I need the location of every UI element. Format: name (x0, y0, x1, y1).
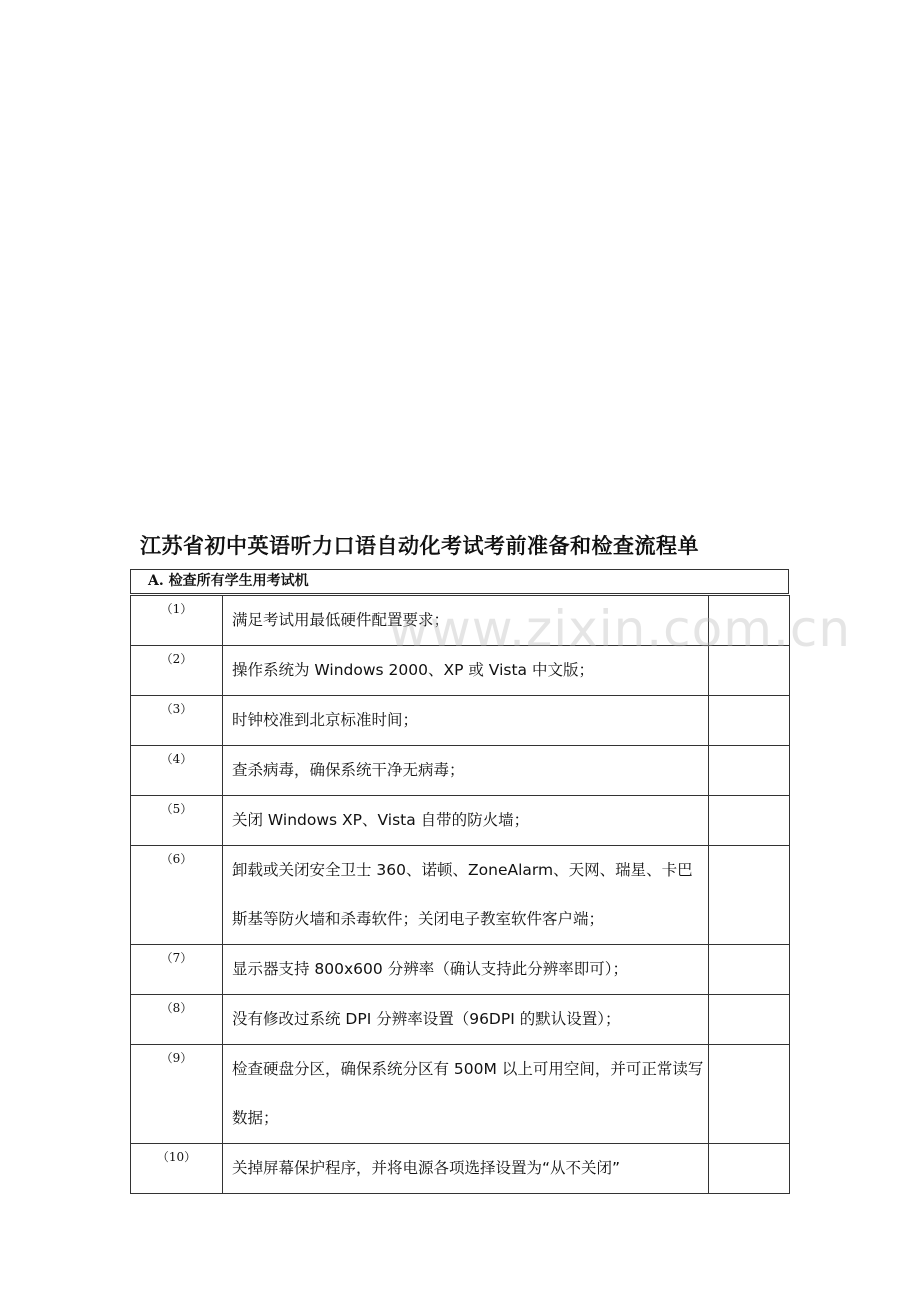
item-text: 满足考试用最低硬件配置要求； (223, 596, 709, 646)
check-cell[interactable] (709, 945, 790, 995)
check-cell[interactable] (709, 846, 790, 945)
table-row (131, 796, 790, 846)
table-row (131, 596, 790, 646)
item-text: 时钟校准到北京标准时间； (223, 696, 709, 746)
table-row (131, 696, 790, 746)
item-text: 关闭 Windows XP、Vista 自带的防火墙； (223, 796, 709, 846)
checklist-table (130, 595, 790, 1194)
item-text: 卸载或关闭安全卫士 360、诺顿、ZoneAlarm、天网、瑞星、卡巴斯基等防火墙和杀毒软件；关闭电子教室软件客户端； (223, 846, 709, 945)
item-number: （2） (131, 646, 223, 696)
item-number: （1） (131, 596, 223, 646)
table-row (131, 945, 790, 995)
table-row (131, 846, 790, 945)
check-cell[interactable] (709, 696, 790, 746)
item-text: 没有修改过系统 DPI 分辨率设置（96DPI 的默认设置）； (223, 995, 709, 1045)
item-number: （7） (131, 945, 223, 995)
section-a-heading: A. 检查所有学生用考试机 (130, 569, 789, 594)
item-number: （4） (131, 746, 223, 796)
item-number: （8） (131, 995, 223, 1045)
item-text: 关掉屏幕保护程序，并将电源各项选择设置为“从不关闭” (223, 1144, 709, 1194)
item-text: 查杀病毒，确保系统干净无病毒； (223, 746, 709, 796)
check-cell[interactable] (709, 1144, 790, 1194)
item-number: （6） (131, 846, 223, 945)
check-cell[interactable] (709, 796, 790, 846)
watermark: www.zixin.com.cn (388, 600, 852, 658)
item-text: 操作系统为 Windows 2000、XP 或 Vista 中文版； (223, 646, 709, 696)
item-text: 检查硬盘分区，确保系统分区有 500M 以上可用空间，并可正常读写数据； (223, 1045, 709, 1144)
check-cell[interactable] (709, 746, 790, 796)
table-row (131, 995, 790, 1045)
table-row (131, 646, 790, 696)
item-text: 显示器支持 800x600 分辨率（确认支持此分辨率即可）； (223, 945, 709, 995)
check-cell[interactable] (709, 596, 790, 646)
table-row (131, 1144, 790, 1194)
item-number: （9） (131, 1045, 223, 1144)
item-number: （3） (131, 696, 223, 746)
document-title: 江苏省初中英语听力口语自动化考试考前准备和检查流程单 (140, 534, 699, 558)
check-cell[interactable] (709, 995, 790, 1045)
check-cell[interactable] (709, 1045, 790, 1144)
table-row (131, 1045, 790, 1144)
item-number: （5） (131, 796, 223, 846)
check-cell[interactable] (709, 646, 790, 696)
item-number: （10） (131, 1144, 223, 1194)
table-row (131, 746, 790, 796)
